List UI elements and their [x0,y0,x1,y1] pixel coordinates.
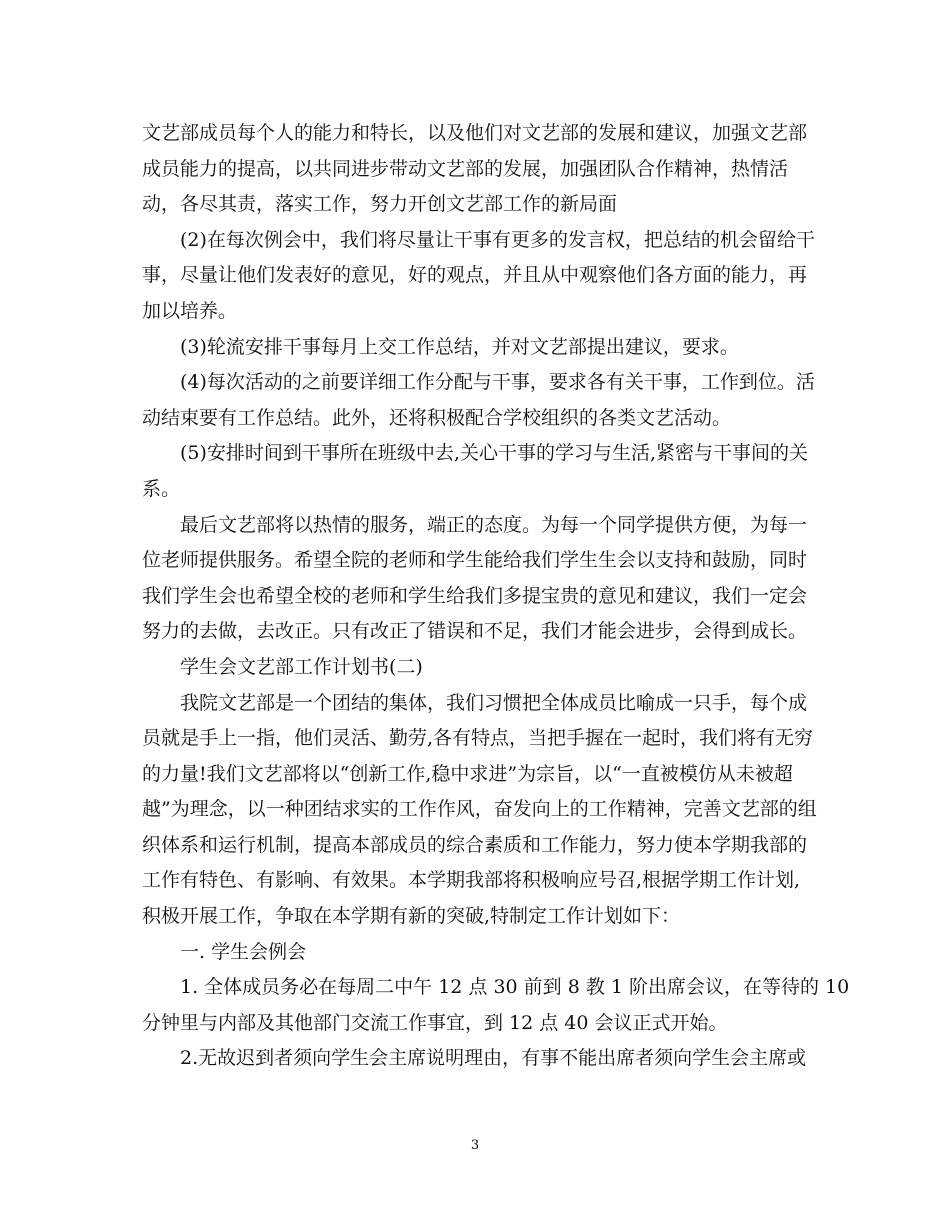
text-line: 工作有特色、有影响、有效果。本学期我部将积极响应号召,根据学期工作计划, [142,869,801,892]
text-line: 位老师提供服务。希望全院的老师和学生能给我们学生生会以支持和鼓励，同时 [142,549,808,572]
text-line: 加以培养。 [142,299,238,322]
text-line: (4)每次活动的之前要详细工作分配与干事，要求各有关干事，工作到位。活 [180,371,815,394]
text-line: 动，各尽其责，落实工作，努力开创文艺部工作的新局面 [142,193,618,216]
text-line: 2.无故迟到者须向学生会主席说明理由，有事不能出席者须向学生会主席或 [180,1047,807,1070]
text-line: 分钟里与内部及其他部门交流工作事宜，到 12 点 40 会议正式开始。 [142,1011,728,1034]
text-line: 越”为理念，以一种团结求实的工作作风，奋发向上的工作精神，完善文艺部的组 [142,798,817,821]
text-line: 我们学生会也希望全校的老师和学生给我们多提宝贵的意见和建议，我们一定会 [142,584,808,607]
text-line: 员就是手上一指，他们灵活、勤劳,各有特点，当把手握在一起时，我们将有无穷 [142,727,814,750]
text-line: 积极开展工作，争取在本学期有新的突破,特制定工作计划如下： [142,905,681,928]
text-line: 系。 [142,477,181,500]
text-line: (2)在每次例会中，我们将尽量让干事有更多的发言权，把总结的机会留给干 [180,228,815,251]
text-line: 最后文艺部将以热情的服务，端正的态度。为每一个同学提供方便，为每一 [180,513,808,536]
section-heading: 学生会文艺部工作计划书(二) [180,655,423,678]
text-line: 动结束要有工作总结。此外，还将积极配合学校组织的各类文艺活动。 [142,406,732,429]
text-line: (5)安排时间到干事所在班级中去,关心干事的学习与生活,紧密与干事间的关 [180,442,808,465]
text-line: 织体系和运行机制，提高本部成员的综合素质和工作能力，努力使本学期我部的 [142,833,808,856]
text-line: 文艺部成员每个人的能力和特长，以及他们对文艺部的发展和建议，加强文艺部 [142,122,808,144]
document-body [142,116,850,1077]
page-number: 3 [470,1138,480,1153]
text-line: (3)轮流安排干事每月上交工作总结，并对文艺部提出建议，要求。 [180,335,739,358]
text-line: 的力量!我们文艺部将以“创新工作,稳中求进”为宗旨，以“一直被模仿从未被超 [142,762,793,785]
text-line: 我院文艺部是一个团结的集体，我们习惯把全体成员比喻成一只手，每个成 [180,691,808,714]
text-line: 努力的去做，去改正。只有改正了错误和不足，我们才能会进步，会得到成长。 [142,620,808,643]
text-line: 事，尽量让他们发表好的意见，好的观点，并且从中观察他们各方面的能力，再 [142,264,808,287]
text-line: 成员能力的提高，以共同进步带动文艺部的发展，加强团队合作精神，热情活 [142,157,789,180]
section-heading: 一. 学生会例会 [180,940,307,963]
text-line: 1. 全体成员务必在每周二中午 12 点 30 前到 8 教 1 阶出席会议，在等待的 10 [180,976,850,999]
